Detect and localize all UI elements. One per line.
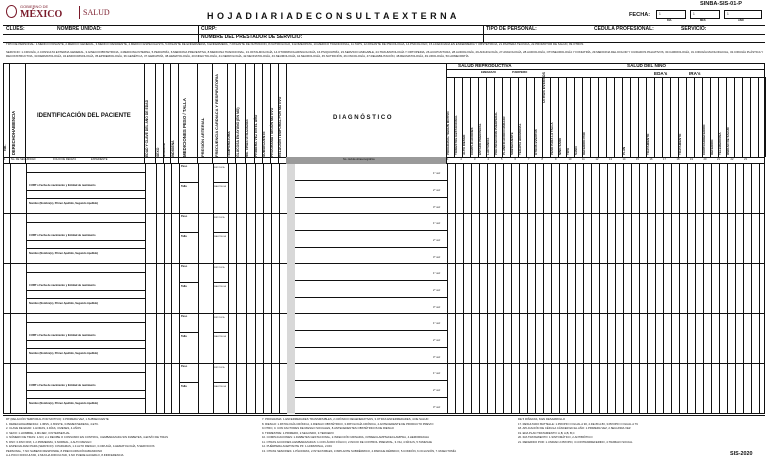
table-row xyxy=(3,314,765,364)
diag-second: 2° vez xyxy=(433,389,441,392)
footer-note: 21. REFERIDO POR: 1.UNIDAD 2.PROPIO, 3.CONTRARREFERIDO, 4.TRABAJO SOCIAL xyxy=(518,439,633,444)
footer-note: 10. COMPLICACIONES: 1.DIABETES GESTACIONAL, 2.INFECCIÓN URINARIA, 3.PREECLAMPSIA/ECLAMPSIA, 4.HEMORRAGIA xyxy=(262,435,430,439)
nombre-field-label: Nombre (Nombre(s), Primer Apellido, Segundo Apellido) xyxy=(29,302,99,305)
footer-note: 17. RESULTADO BATTELLE: 1.PROPIO O IGUAL A 90, 2.DE 89 A 80, 3.PROPIO O IGUAL A 79 xyxy=(518,421,638,426)
tipo-personal-field[interactable] xyxy=(540,26,588,34)
talla-label: Talla xyxy=(181,185,187,188)
column-code: 8 xyxy=(541,158,543,161)
column-code: 16 xyxy=(649,158,653,161)
column-code: 20 xyxy=(703,158,707,161)
footer-notes-right xyxy=(518,417,718,444)
curp-input[interactable] xyxy=(28,174,144,188)
footer-note: 9.OTRO, 0. CON FACTORES DE RIESGO SOCIALES, 8.ANTECEDENTES OBSTÉTRICOS DE RIESGO xyxy=(262,426,394,430)
col-nino-sano: NIÑO SANO xyxy=(558,137,562,155)
col-unidad-salud: UNIDAD DE SALUD xyxy=(726,127,730,155)
column-code: 19 xyxy=(690,158,693,161)
sistolica-label: SISTÓLICA xyxy=(214,217,225,219)
footer-notes-left xyxy=(6,417,256,458)
table-row xyxy=(3,264,765,314)
sistolica-label: SISTÓLICA xyxy=(214,367,225,369)
col-alto-riesgo: ALTO RIESGO xyxy=(462,134,466,155)
agency-label: SALUD xyxy=(83,8,110,17)
col-referencia: REFERIDO POR xyxy=(582,132,586,155)
dia-label: DIA xyxy=(667,19,672,22)
footer-note: DE 5 RIÑADAS, 8.EN DESARROLLO xyxy=(518,417,566,421)
column-code: 10 xyxy=(568,158,572,161)
footer-note: 6. ESPECIALIDAD PARA (SERVICIO): 0.PARAMAS, 1.3.ALTO RIESGO, 3.CIRUGÍA, 4.HEMATOLOGÍA, 5.SERVICIOS xyxy=(6,444,155,448)
column-code: 2 xyxy=(460,158,462,161)
col-terapia: TERAPIA HORMONAL xyxy=(518,123,522,155)
footer-note: A-1.POCO DIFICULTAD, 2.MUCHA DIFICULTAD, 3.NO PUEDE HACERLO, 8.INDIFERENCIA xyxy=(6,453,124,457)
prestador-label: NOMBRE DEL PRESTADOR DE SERVICIO: xyxy=(201,34,303,40)
nombre-input[interactable] xyxy=(28,242,144,252)
ano-label: AÑO xyxy=(738,19,744,22)
curp-input[interactable] xyxy=(28,324,144,338)
curp-label: CURP: xyxy=(201,26,217,32)
column-code: 9 xyxy=(555,158,557,161)
nombre-field-label: Nombre (Nombre(s), Primer Apellido, Segundo Apellido) xyxy=(29,202,99,205)
peso-label: Peso xyxy=(181,215,188,218)
col-subsecuente-2: SUBSECUENTE xyxy=(510,132,514,155)
talla-label: Talla xyxy=(181,235,187,238)
column-frecuencia: FRECUENCIA CARDIACA Y RESPIRATORIA xyxy=(214,74,219,157)
column-diagnostico: D I A G N Ó S T I C O xyxy=(333,115,392,121)
peso-label: Peso xyxy=(181,315,188,318)
footer-notes-mid xyxy=(262,417,512,453)
form-id: SIS-2020 xyxy=(730,451,753,457)
cedula-label: CÉDULA PROFESIONAL: xyxy=(594,26,654,32)
col-telemedicina: TELEMEDICINA xyxy=(718,132,722,155)
diag-third: 3° vez xyxy=(433,406,441,409)
talla-label: Talla xyxy=(181,335,187,338)
peso-label: Peso xyxy=(181,365,188,368)
column-code: 7 xyxy=(528,158,530,161)
footer-note: 4. NÚMERO DE TIRAS: 1-NO; 2-1 RECIBE O CONSUMIO EN CONTROL, 3-EMBARAZADA SIN DIABETES, 4-ENVÍO DE TIRAS xyxy=(6,435,168,439)
diag-second: 2° vez xyxy=(433,239,441,242)
talla-label: Talla xyxy=(181,285,187,288)
embarazo-label: EMBARAZO xyxy=(481,71,496,74)
diag-first: 1° vez xyxy=(433,372,441,375)
servicio-label: SERVICIO: xyxy=(681,26,707,32)
sistolica-label: SISTÓLICA xyxy=(214,167,225,169)
no-seguridad-label: No. DE SEGURIDAD xyxy=(11,158,36,161)
column-indigena: INDÍGENA xyxy=(171,140,175,157)
nombre-input[interactable] xyxy=(28,192,144,202)
diagnostico-input[interactable] xyxy=(287,164,295,214)
otros-eventos-label: OTROS EVENTOS xyxy=(542,72,546,103)
diag-first: 1° vez xyxy=(433,322,441,325)
footer-note: 11. OTRAS ACCIONES A EMBARAZADAS: 1.CON ÁCIDO FÓLICO, 2.INICIO DE CONTROL PRENATAL, 3.VIH, 4.SÍFILIS, 5.TAMIZAJE xyxy=(262,439,433,444)
col-tipo: TIPO xyxy=(566,147,570,155)
mes-label: MES xyxy=(700,19,706,22)
column-code: 18 xyxy=(676,158,680,161)
fecha-ano-field[interactable]: 1 xyxy=(724,10,762,19)
expediente-label: EXPEDIENTE xyxy=(91,158,108,161)
column-code: 5 xyxy=(501,158,503,161)
diagnostico-input[interactable] xyxy=(287,314,295,364)
col-infeccion: POR INFECCIÓN PUERPERAL xyxy=(494,111,498,155)
curp-field-label: CURP o Fecha de nacimiento y Entidad de nacimiento xyxy=(29,184,96,187)
column-code: 12 xyxy=(595,158,599,161)
column-code: 4 xyxy=(487,158,489,161)
column-presion: PRESIÓN ARTERIAL xyxy=(200,117,205,157)
servicio-field[interactable] xyxy=(715,26,763,34)
diag-first: 1° vez xyxy=(433,222,441,225)
col-plan: PLAN xyxy=(622,146,626,155)
curp-input[interactable] xyxy=(28,374,144,388)
catalog-servicios: SERVICIO: 1.CIRUGÍA, 2.CONSULTA EXTERNA GENERAL, 3.GINECOOBSTETRICIA, 4.MEDICINA INTERNA, 5.PEDIATRÍA, 6.MEDICINA PREVENTIVA, 8.MEDICINA TRADICIONAL, 13.OFTALMOLOGÍA, 14.OTORRINOLARINGOLOGÍA, 16.PSIQUIATRÍA, 23.SERVICIO AMIGABLE, 24.TRAUMATOLOGÍA Y ORTOPEDIA, 26.ACUPUNTURA, 28.AUDIOLOGÍA, 29.ANGIOLOGÍA, 27.ANGIOLOGÍA, 28.AUDIOLOGÍA, OTONEUROLOGÍA Y FONIATRÍA, 29.MEDICINA DEL DOLOR Y CUIDADOS PALIATIVOS, 30.CARDIOLOGÍA, 31.CIRUGÍA MAXILOFACIAL, 32.CIRUGÍA PLÁSTICA Y RECONSTRUCTIVA, 33.DERMATOLOGÍA, 34.ENDOCRINOLOGÍA, 35.EPIDEMIOLOGÍA, 36.GENÉTICA, 37.GERIATRÍA, 38.HEMATOLOGÍA, 40.INFECTOLOGÍA, 41.NEFROLOGÍA, 42.NEONATOLOGÍA, 43.NEUMOLOGÍA, 44.NEUROLOGÍA, 45.NUTRICIÓN, 46.ONCOLOGÍA, 47.REHABILITACIÓN, 48.REUMATOLOGÍA, 49.UROLOGÍA, 50.HOMEOPATÍA xyxy=(6,50,764,58)
footer-note: 8. RIESGO: 1.PATOLOGÍA CRÓNICA, 2.RIESGO OBSTÉTRICO, 3.PATOLOGÍA CRÓNICA, 4.ANTECEDENTE DE PRODUCTO PREVIO xyxy=(262,421,434,426)
fecha-dia-field[interactable]: 1 xyxy=(656,10,686,19)
diastolica-label: DIASTÓLICA xyxy=(214,236,226,238)
clues-field[interactable] xyxy=(24,26,54,34)
column-code: 21 xyxy=(717,158,720,161)
diagnostico-input[interactable] xyxy=(287,214,295,264)
peso-label: Peso xyxy=(181,165,188,168)
unidad-label: NOMBRE UNIDAD: xyxy=(57,26,102,32)
col-planificacion: PLANIFICACIÓN FAMILIAR xyxy=(502,116,506,155)
table-row xyxy=(3,164,765,214)
column-tiras: No. TIRAS UTILIZADAS xyxy=(245,119,249,157)
prestador-field[interactable] xyxy=(310,34,480,41)
no-value: 1 xyxy=(4,158,6,161)
column-code: 6 xyxy=(514,158,516,161)
diag-third: 3° vez xyxy=(433,306,441,309)
footer-note: 1. DERECHOHABIENCIA: 1.IMSS, 2.ISSSTE, 3.PEMEX/SEDENA, 4.ETC. xyxy=(6,421,99,426)
diag-second: 2° vez xyxy=(433,189,441,192)
column-temperatura: TEMPERATURA xyxy=(227,131,231,157)
col-tratamiento-ira: TRATAMIENTO xyxy=(678,133,682,155)
clues-label: CLUES: xyxy=(6,26,25,32)
col-trimestre: TRIMESTRE GESTACIONAL xyxy=(454,115,458,155)
diag-third: 3° vez xyxy=(433,356,441,359)
nombre-input[interactable] xyxy=(28,292,144,302)
footer-note: 19. EDA PLAN TRATAMIENTO: A,B, A,B, B,C xyxy=(518,430,575,435)
eagle-seal-icon xyxy=(6,5,17,18)
column-code: 11 xyxy=(582,158,585,161)
col-lactancia: LACTANCIA xyxy=(486,137,490,155)
sistolica-label: SISTÓLICA xyxy=(214,267,225,269)
column-derechohabiencia: DERECHOHABIENCIA xyxy=(11,110,16,155)
diag-second: 2° vez xyxy=(433,339,441,342)
diastolica-label: DIASTÓLICA xyxy=(214,336,226,338)
column-code: 22 xyxy=(730,158,734,161)
footer-note: 9. TRIMESTRE: 1.PRIMERO, 2.SEGUNDO, 3.TERCERO xyxy=(262,430,334,435)
column-code: 17 xyxy=(663,158,666,161)
footer-note: RT (RELACIÓN TEMPORAL POR MOTIVO): 0.PRIMERA VEZ, 1.SUBSECUENTE xyxy=(6,417,109,421)
column-glucosa: GLUCOSA EN AYUNO (EN MG) xyxy=(236,107,240,157)
nombre-input[interactable] xyxy=(28,342,144,352)
column-identificacion: IDENTIFICACIÓN DEL PACIENTE xyxy=(37,113,131,119)
nombre-field-label: Nombre (Nombre(s), Primer Apellido, Segundo Apellido) xyxy=(29,252,99,255)
column-sexo: SEXO xyxy=(156,147,160,157)
diag-second: 2° vez xyxy=(433,289,441,292)
diastolica-label: DIASTÓLICA xyxy=(214,286,226,288)
nombre-field-label: Nombre (Nombre(s), Primer Apellido, Segundo Apellido) xyxy=(29,352,99,355)
footer-note: PERSONAL, 7.NO SABE/NO RESPONDE, 8.PREOCUPACIÓN/ABANDONO xyxy=(6,448,103,453)
footer-note: 7. PROGRAMA: 1.ENFERMEDADES TRANSMISIBLES, 2.CRÓNICO DEGENERATIVAS, 3.OTRAS ENFERMEDADES, 4.DE SALUD xyxy=(262,417,429,421)
column-code: 15 xyxy=(636,158,639,161)
talla-label: Talla xyxy=(181,385,187,388)
table-row xyxy=(3,364,765,414)
salud-nino-label: SALUD DEL NIÑO xyxy=(627,63,666,68)
fecha-label: FECHA: xyxy=(629,12,651,18)
column-relacion: RELACIÓN TEMPORAL POR MOTIVO xyxy=(278,96,282,157)
unidad-field[interactable] xyxy=(100,26,190,34)
footer-note: 20. IRA TRATAMIENTO: 1.SINTOMÁTICO, 2.ANTIBIÓTICO xyxy=(518,435,593,439)
diastolica-label: DIASTÓLICA xyxy=(214,186,226,188)
folio-label: FOLIO DE RECETA xyxy=(53,158,77,161)
form-code: SINBA-SIS-01-P xyxy=(700,1,742,7)
curp-field-label: CURP o Fecha de nacimiento y Entidad de nacimiento xyxy=(29,334,96,337)
diagnostico-input[interactable] xyxy=(287,364,295,414)
curp-input[interactable] xyxy=(28,274,144,288)
col-otros-eventos: OTROS EVENTOS xyxy=(534,129,538,155)
column-code: 14 xyxy=(622,158,626,161)
diag-first: 1° vez xyxy=(433,172,441,175)
country-label: MÉXICO xyxy=(20,9,63,20)
cedula-field[interactable] xyxy=(652,26,678,34)
curp-field-label: CURP o Fecha de nacimiento y Entidad de nacimiento xyxy=(29,284,96,287)
column-programa: PROGRAMA / SEGÚN MOTIVO xyxy=(270,107,274,157)
diag-third: 3° vez xyxy=(433,256,441,259)
col-programa-motivo: PROGRAMA / SEGÚN MOTIVO xyxy=(446,111,450,155)
col-complicaciones: COMPLICACIONES xyxy=(470,127,474,155)
diag-first: 1° vez xyxy=(433,272,441,275)
column-code: 1 xyxy=(447,158,449,161)
nombre-field-label: Nombre (Nombre(s), Primer Apellido, Segundo Apellido) xyxy=(29,402,99,405)
page-title: H O J A D I A R I A D E C O N S U L T A E X T E R N A xyxy=(207,11,457,21)
col-contrarreferido: CONTRARREFERIDO xyxy=(702,124,706,155)
col-referido: REFERIDO xyxy=(710,139,714,155)
footer-note: 18. APLICACIÓN DE CÉDULA CÁNCER EN EL AÑO: 1.PRIMERA VEZ, 2.SEGUNDA VEZ xyxy=(518,426,631,430)
diag-codes-label: No. cédula ultrasonográfica xyxy=(343,158,375,161)
column-primera: PRIMERA VEZ EN EL AÑO xyxy=(254,114,258,157)
edas-label: EDA's xyxy=(654,71,668,76)
diag-third: 3° vez xyxy=(433,206,441,209)
col-sano: SANO xyxy=(574,146,578,155)
iras-label: IRA's xyxy=(689,71,701,76)
sistolica-label: SISTÓLICA xyxy=(214,317,225,319)
column-subsecuente: SUBSECUENTE xyxy=(262,131,266,157)
peso-label: Peso xyxy=(181,265,188,268)
curp-field-label: CURP o Fecha de nacimiento y Entidad de nacimiento xyxy=(29,234,96,237)
column-code: 13 xyxy=(609,158,612,161)
codes-row xyxy=(3,157,765,164)
footer-note: 5. DNX: 0.DNX DNX, 1.2.PRIMERIZA, 3.NORMAL, 4.ALTO RIESGO xyxy=(6,439,92,444)
puerperio-label: PUERPERIO xyxy=(512,71,528,74)
curp-input[interactable] xyxy=(28,224,144,238)
column-edad: EDAD Y CLAVE DEL AÑO DE EDAD xyxy=(145,99,149,157)
col-estado-puerperal: ESTADO PUERPERAL xyxy=(478,123,482,155)
nombre-input[interactable] xyxy=(28,392,144,402)
diastolica-label: DIASTÓLICA xyxy=(214,386,226,388)
gov-label: GOBIERNO DE xyxy=(20,4,49,9)
column-mediciones: MEDICIONES PESO / TALLA xyxy=(182,98,187,157)
table-row xyxy=(3,214,765,264)
diagnostico-input[interactable] xyxy=(287,264,295,314)
catalog-tipo-personal: TIPO DE PERSONAL: 1.MÉDICO PASANTE, 2.MÉDICO GENERAL, 3.MÉDICO RESIDENTE, 4.MÉDICO ESPECIALISTA, 5.PASANTE DE ENFERMERÍA, 6.ENFERMERA, 7.PASANTE DE NUTRICIÓN, 8.NUTRIÓLOGO, 9.HOMEÓPATA, 10.MÉDICO TRADICIONAL, 11.TAPS, 12.PASANTE DE PSICOLOGÍA, 14.PSICÓLOGO, 15.LICENCIADA EN ENFERMERÍA Y OBSTETRICIA, 21.PARTERA TÉCNICA, 22.PROMOTOR DE SALUD, 99.OTROS xyxy=(6,42,584,46)
fecha-mes-field[interactable]: 1 xyxy=(690,10,720,19)
footer-note: 2. CLAVE DE EDAD: 1.HORAS, 2.DÍAS, 3.MESES, 4.AÑOS xyxy=(6,426,82,430)
curp-field[interactable] xyxy=(220,26,480,34)
footer-note: 3. SEXO: 1.HOMBRE, 2.MUJER, 3.INTERSEXUAL xyxy=(6,430,70,435)
table-header xyxy=(3,63,765,164)
col-tratamiento-eda: TRATAMIENTO xyxy=(646,133,650,155)
tipo-personal-label: TIPO DE PERSONAL: xyxy=(486,26,537,32)
col-peso-talla: PESO PARA LA TALLA xyxy=(550,122,554,155)
footer-note: 12. PUÉRPERA ACEPTANTE PF: 1.HORMONAL, 2.DIU xyxy=(262,444,333,448)
column-code: 3 xyxy=(474,158,476,161)
column-migrante: MIGRANTE xyxy=(163,143,166,157)
footer-note: 13. OTRAS SESIONES: 1.PÍLDORAS, 2.INYECTABLES, 3.IMPLANTE SUBDÉRMICO, 4.PARCHE DÉRMICO, 5.CONDÓN, 6.OCLUSIÓN, 7.VASECTOMÍA xyxy=(262,448,457,453)
column-no: No. xyxy=(2,144,7,151)
salud-reproductiva-label: SALUD REPRODUCTIVA xyxy=(458,63,512,68)
column-code: 23 xyxy=(744,158,747,161)
curp-field-label: CURP o Fecha de nacimiento y Entidad de nacimiento xyxy=(29,384,96,387)
logo-block xyxy=(6,4,110,22)
